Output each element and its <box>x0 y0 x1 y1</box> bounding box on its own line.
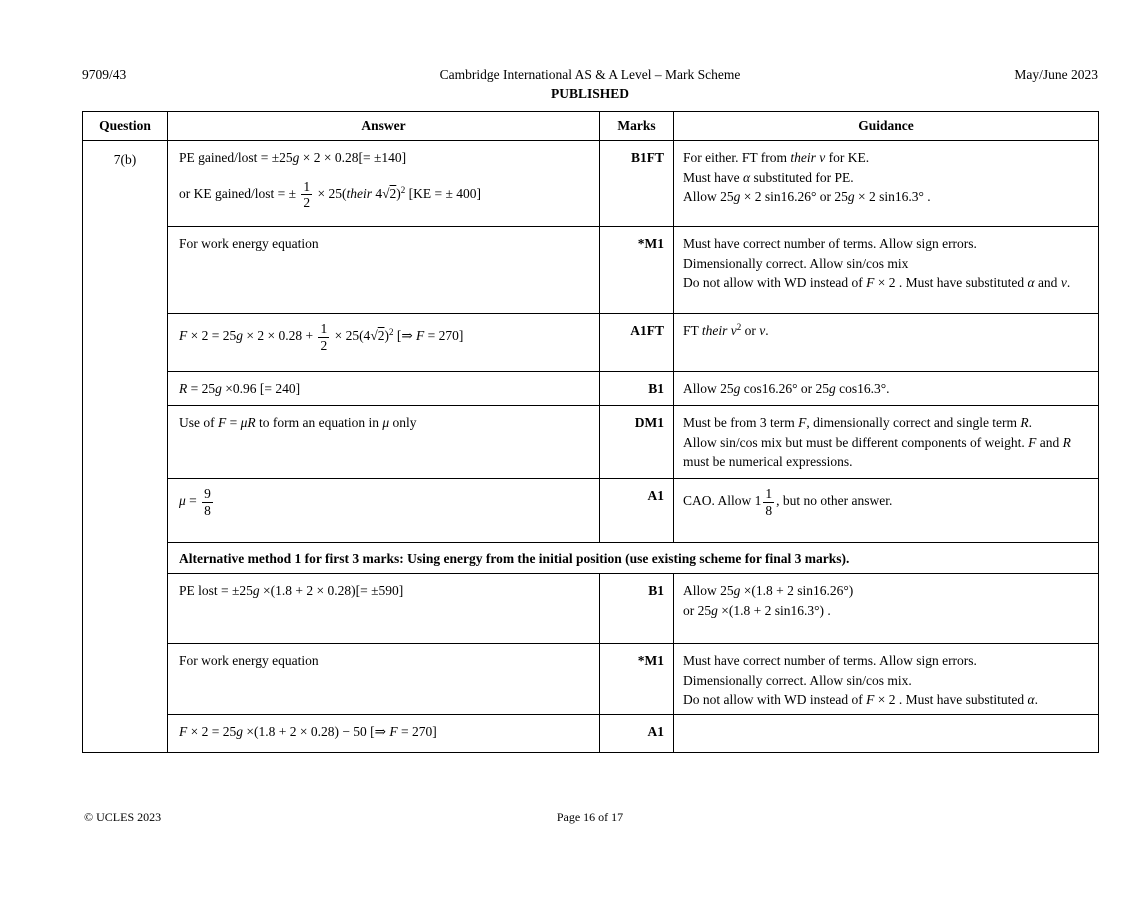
marks-cell: B1FT <box>600 141 674 227</box>
alternative-method-row <box>83 543 1099 574</box>
table-row <box>83 227 1099 314</box>
marks-cell: B1 <box>600 574 674 644</box>
table-row <box>83 314 1099 372</box>
table-row <box>83 406 1099 479</box>
col-header-answer: Answer <box>168 112 600 141</box>
copyright-notice: © UCLES 2023 <box>84 810 162 824</box>
mark-scheme-table <box>82 111 1099 753</box>
table-row <box>83 574 1099 644</box>
col-header-marks: Marks <box>600 112 674 141</box>
guidance-cell <box>674 714 1099 752</box>
table-header-row <box>83 112 1099 141</box>
document-title: Cambridge International AS & A Level – Mark Scheme <box>439 67 741 82</box>
question-number-cell: 7(b) <box>83 141 168 753</box>
table-row <box>83 479 1099 543</box>
marks-cell: DM1 <box>600 406 674 479</box>
guidance-cell: Must have correct number of terms. Allow sign errors. Dimensionally correct. Allow sin/cos mix. Do not allow with WD instead of F × 2 . Must have substituted α. <box>674 644 1099 715</box>
page-header <box>82 67 1098 102</box>
marks-cell: *M1 <box>600 227 674 314</box>
marks-cell: A1 <box>600 714 674 752</box>
guidance-cell: For either. FT from their v for KE. Must have α substituted for PE. Allow 25g × 2 sin16.26° or 25g × 2 sin16.3° . <box>674 141 1099 227</box>
col-header-guidance: Guidance <box>674 112 1099 141</box>
header-center <box>82 67 1098 102</box>
exam-session: May/June 2023 <box>1014 67 1098 82</box>
col-header-question: Question <box>83 112 168 141</box>
answer-cell: For work energy equation <box>168 644 600 715</box>
table-row <box>83 644 1099 715</box>
marks-cell: A1FT <box>600 314 674 372</box>
marks-cell: A1 <box>600 479 674 543</box>
guidance-cell: FT their $v^2$ or v. <box>674 314 1099 372</box>
answer-cell: PE lost = ±25g ×(1.8 + 2 × 0.28)[= ±590] <box>168 574 600 644</box>
page-number: Page 16 of 17 <box>556 810 624 824</box>
page-footer <box>82 810 1098 825</box>
answer-cell: Use of F = μR to form an equation in μ only <box>168 406 600 479</box>
table-row <box>83 714 1099 752</box>
answer-cell: For work energy equation <box>168 227 600 314</box>
answer-cell: μ = $\frac{9}{8}$ <box>168 479 600 543</box>
paper-code: 9709/43 <box>82 67 127 82</box>
guidance-cell: Allow 25g cos16.26° or 25g cos16.3°. <box>674 372 1099 406</box>
guidance-cell: Allow 25g ×(1.8 + 2 sin16.26°) or 25g ×(1.8 + 2 sin16.3°) . <box>674 574 1099 644</box>
answer-cell: F × 2 = 25g ×(1.8 + 2 × 0.28) − 50 [⇒ F = 270] <box>168 714 600 752</box>
alternative-method-cell: Alternative method 1 for first 3 marks: Using energy from the initial position (use existing scheme for final 3 marks). <box>168 543 1099 574</box>
guidance-cell: CAO. Allow 1 $\frac{1}{8}$ , but no other answer. <box>674 479 1099 543</box>
guidance-cell: Must be from 3 term F, dimensionally correct and single term R. Allow sin/cos mix but must be different components of weight. F and R must be numerical expressions. <box>674 406 1099 479</box>
published-label: PUBLISHED <box>550 86 630 101</box>
answer-cell: F × 2 = 25g × 2 × 0.28 + $\frac{1}{2}$ × $25(4√2)^2$ [⇒ F = 270] <box>168 314 600 372</box>
marks-cell: *M1 <box>600 644 674 715</box>
table-row <box>83 372 1099 406</box>
table-row <box>83 141 1099 227</box>
answer-cell: PE gained/lost = ±25g × 2 × 0.28[= ±140] or KE gained/lost = ± $\frac{1}{2}$ × 25(their 4√2)$^2$ [KE = ± 400] <box>168 141 600 227</box>
answer-cell: R = 25g ×0.96 [= 240] <box>168 372 600 406</box>
guidance-cell: Must have correct number of terms. Allow sign errors. Dimensionally correct. Allow sin/cos mix Do not allow with WD instead of F × 2 . Must have substituted α and v. <box>674 227 1099 314</box>
marks-cell: B1 <box>600 372 674 406</box>
